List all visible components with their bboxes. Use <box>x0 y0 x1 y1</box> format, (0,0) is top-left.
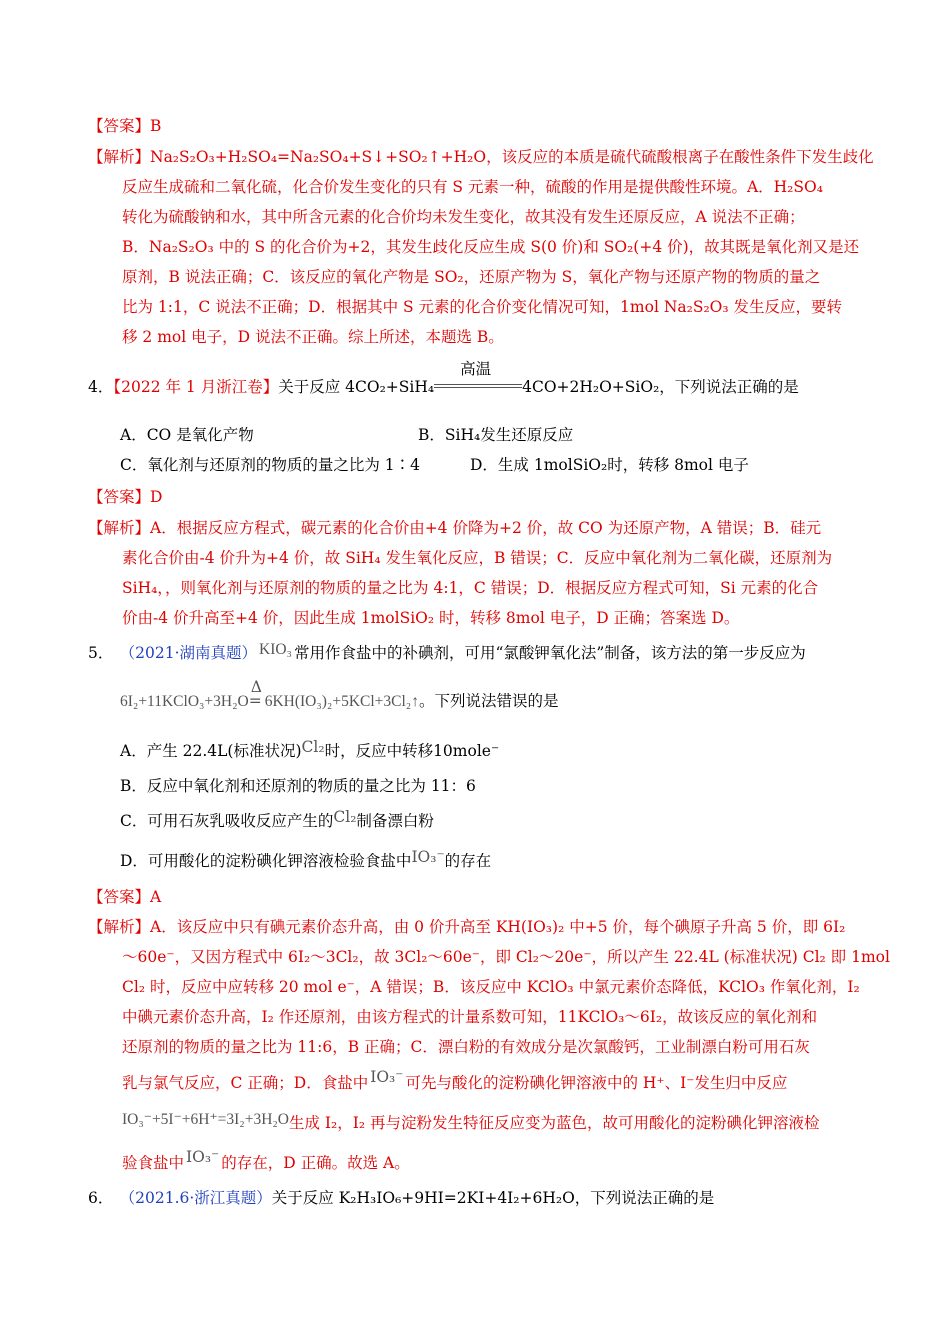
q5-stem-text: 常用作食盐中的补碘剂，可用“氯酸钾氧化法”制备，该方法的第一步反应为 <box>293 644 806 662</box>
q5-analysis-segment: 的存在，D 正确。故选 A。 <box>221 1154 410 1172</box>
q5-option-b: B．反应中氧化剂和还原剂的物质的量之比为 11：6 <box>120 777 476 795</box>
q5-io3-formula: IO₃⁻ <box>186 1148 220 1166</box>
q4-option-a: A．CO 是氧化产物 <box>120 426 254 444</box>
q3-analysis-line: 反应生成硫和二氧化硫，化合价发生变化的只有 S 元素一种，硫酸的作用是提供酸性环境。A．H₂SO₄ <box>122 178 823 196</box>
q4-option-d: D．生成 1molSiO₂时，转移 8mol 电子 <box>470 456 749 474</box>
q5-source: （2021·湖南真题） <box>127 644 257 662</box>
q5-analysis-line <box>122 1068 788 1094</box>
q4-option-c: C．氧化剂与还原剂的物质的量之比为 1∶4 <box>120 456 421 474</box>
q5-option-a-pre: A．产生 22.4L(标准状况) <box>120 742 302 760</box>
q4-source: 【2022 年 1 月浙江卷】 <box>113 378 279 396</box>
q4-answer: 【答案】D <box>88 488 163 506</box>
reaction-delta-equals: Δ = <box>248 678 262 710</box>
q6-number: 6． <box>88 1189 114 1207</box>
q5-delta: Δ <box>250 678 262 696</box>
q5-option-c-post: 制备漂白粉 <box>356 812 434 830</box>
q5-stem-end: 。下列说法错误的是 <box>418 692 559 710</box>
q4-stem-pre: 关于反应 4CO₂+SiH₄ <box>278 378 435 396</box>
q5-analysis-segment: 生成 I₂，I₂ 再与淀粉发生特征反应变为蓝色，故可用酸化的淀粉碘化钾溶液检 <box>288 1114 820 1132</box>
q3-analysis-line: 转化为硫酸钠和水，其中所含元素的化合价均未发生变化，故其没有发生还原反应，A 说法不正确； <box>122 208 805 226</box>
q6-stem-text: 关于反应 K₂H₃IO₆+9HI=2KI+4I₂+6H₂O，下列说法正确的是 <box>271 1189 715 1207</box>
q4-analysis-line: 【解析】A．根据反应方程式，碳元素的化合价由+4 价降为+2 价，故 CO 为还原产物，A 错误；B．硅元 <box>88 519 822 537</box>
q5-number: 5． <box>88 644 114 662</box>
q4-stem <box>88 360 799 398</box>
q5-stem <box>88 642 806 665</box>
q5-equation <box>120 678 559 713</box>
q5-analysis-line <box>122 1112 820 1135</box>
q4-number: 4． <box>88 378 114 396</box>
q3-analysis-line: 原剂，B 说法正确；C．该反应的氧化产物是 SO₂，还原产物为 S，氧化产物与还原产物的物质的量之 <box>122 268 821 286</box>
q6-source: （2021.6·浙江真题） <box>127 1189 272 1207</box>
q4-analysis-line: 素化合价由-4 价升为+4 价，故 SiH₄ 发生氧化反应，B 错误；C．反应中氧化剂为二氧化碳，还原剂为 <box>122 549 833 567</box>
q5-option-d-post: 的存在 <box>444 852 492 870</box>
q4-analysis-line: SiH₄，，则氧化剂与还原剂的物质的量之比为 4:1，C 错误；D．根据反应方程式可知，Si 元素的化合 <box>122 579 819 597</box>
q5-option-a <box>120 740 499 762</box>
q5-option-c-pre: C．可用石灰乳吸收反应产生的 <box>120 812 334 830</box>
q5-analysis-segment: 可先与酸化的淀粉碘化钾溶液中的 H⁺、I⁻发生归中反应 <box>405 1074 788 1092</box>
q5-option-a-cl2: Cl₂ <box>301 738 325 756</box>
q5-analysis-line: ～60e⁻，又因方程式中 6I₂～3Cl₂，故 3Cl₂～60e⁻，即 Cl₂～20e⁻，所以产生 22.4L (标准状况) Cl₂ 即 1mol <box>122 948 890 966</box>
q5-analysis-line: Cl₂ 时，反应中应转移 20 mol e⁻，A 错误；B．该反应中 KClO₃ 中氯元素价态降低，KClO₃ 作氧化剂，I₂ <box>122 978 860 996</box>
q5-kio3-formula: KIO₃ <box>259 641 292 658</box>
q5-equation-left: 6I₂+11KClO₃+3H₂O <box>120 693 249 710</box>
q5-option-a-post: 时，反应中转移10mole⁻ <box>324 742 500 760</box>
q5-ionic-equation: IO₃⁻+5I⁻+6H⁺=3I₂+3H₂O <box>122 1111 289 1128</box>
q5-option-c-cl2: Cl₂ <box>333 808 357 826</box>
q5-analysis-line: 【解析】A．该反应中只有碘元素价态升高，由 0 价升高至 KH(IO₃)₂ 中+5 价，每个碘原子升高 5 价，即 6I₂ <box>88 918 846 936</box>
q5-io3-formula: IO₃⁻ <box>370 1068 404 1086</box>
q5-analysis-line: 中碘元素价态升高，I₂ 作还原剂，由该方程式的计量系数可知，11KClO₃～6I₂，故该反应的氧化剂和 <box>122 1008 818 1026</box>
q5-answer: 【答案】A <box>88 888 162 906</box>
q5-equation-right: 6KH(IO₃)₂+5KCl+3Cl₂↑ <box>264 693 419 710</box>
q5-analysis-segment: 验食盐中 <box>122 1154 185 1172</box>
q5-option-c <box>120 810 434 832</box>
q6-stem <box>88 1187 714 1209</box>
q5-option-d-pre: D．可用酸化的淀粉碘化钾溶液检验食盐中 <box>120 852 412 870</box>
q3-analysis-line: 比为 1:1，C 说法不正确；D．根据其中 S 元素的化合价变化情况可知，1mol Na₂S₂O₃ 发生反应，要转 <box>122 298 843 316</box>
q3-analysis-line: 【解析】Na₂S₂O₃+H₂SO₄=Na₂SO₄+S↓+SO₂↑+H₂O，该反应的本质是硫代硫酸根离子在酸性条件下发生歧化 <box>88 148 874 166</box>
q5-analysis-line <box>122 1148 410 1174</box>
q4-analysis-line: 价由-4 价升高至+4 价，因此生成 1molSiO₂ 时，转移 8mol 电子，D 正确；答案选 D。 <box>122 609 740 627</box>
q5-option-d <box>120 850 491 872</box>
q3-analysis-line: B．Na₂S₂O₃ 中的 S 的化合价为+2，其发生歧化反应生成 S(0 价)和 SO₂(+4 价)，故其既是氧化剂又是还 <box>122 238 860 256</box>
q5-option-d-io3: IO₃⁻ <box>411 848 445 866</box>
q5-analysis-line: 还原剂的物质的量之比为 11:6，B 正确；C．漂白粉的有效成分是次氯酸钙，工业制漂白粉可用石灰 <box>122 1038 810 1056</box>
q4-option-b: B．SiH₄发生还原反应 <box>418 426 574 444</box>
q3-analysis-line: 移 2 mol 电子，D 说法不正确。综上所述，本题选 B。 <box>122 328 504 346</box>
q3-answer: 【答案】B <box>88 117 162 135</box>
reaction-arrow-high-temp <box>434 360 522 392</box>
q4-stem-post: 4CO+2H₂O+SiO₂，下列说法正确的是 <box>522 378 799 396</box>
q4-condition: 高温 <box>460 360 492 378</box>
q5-analysis-segment: 乳与氯气反应，C 正确；D．食盐中 <box>122 1074 369 1092</box>
